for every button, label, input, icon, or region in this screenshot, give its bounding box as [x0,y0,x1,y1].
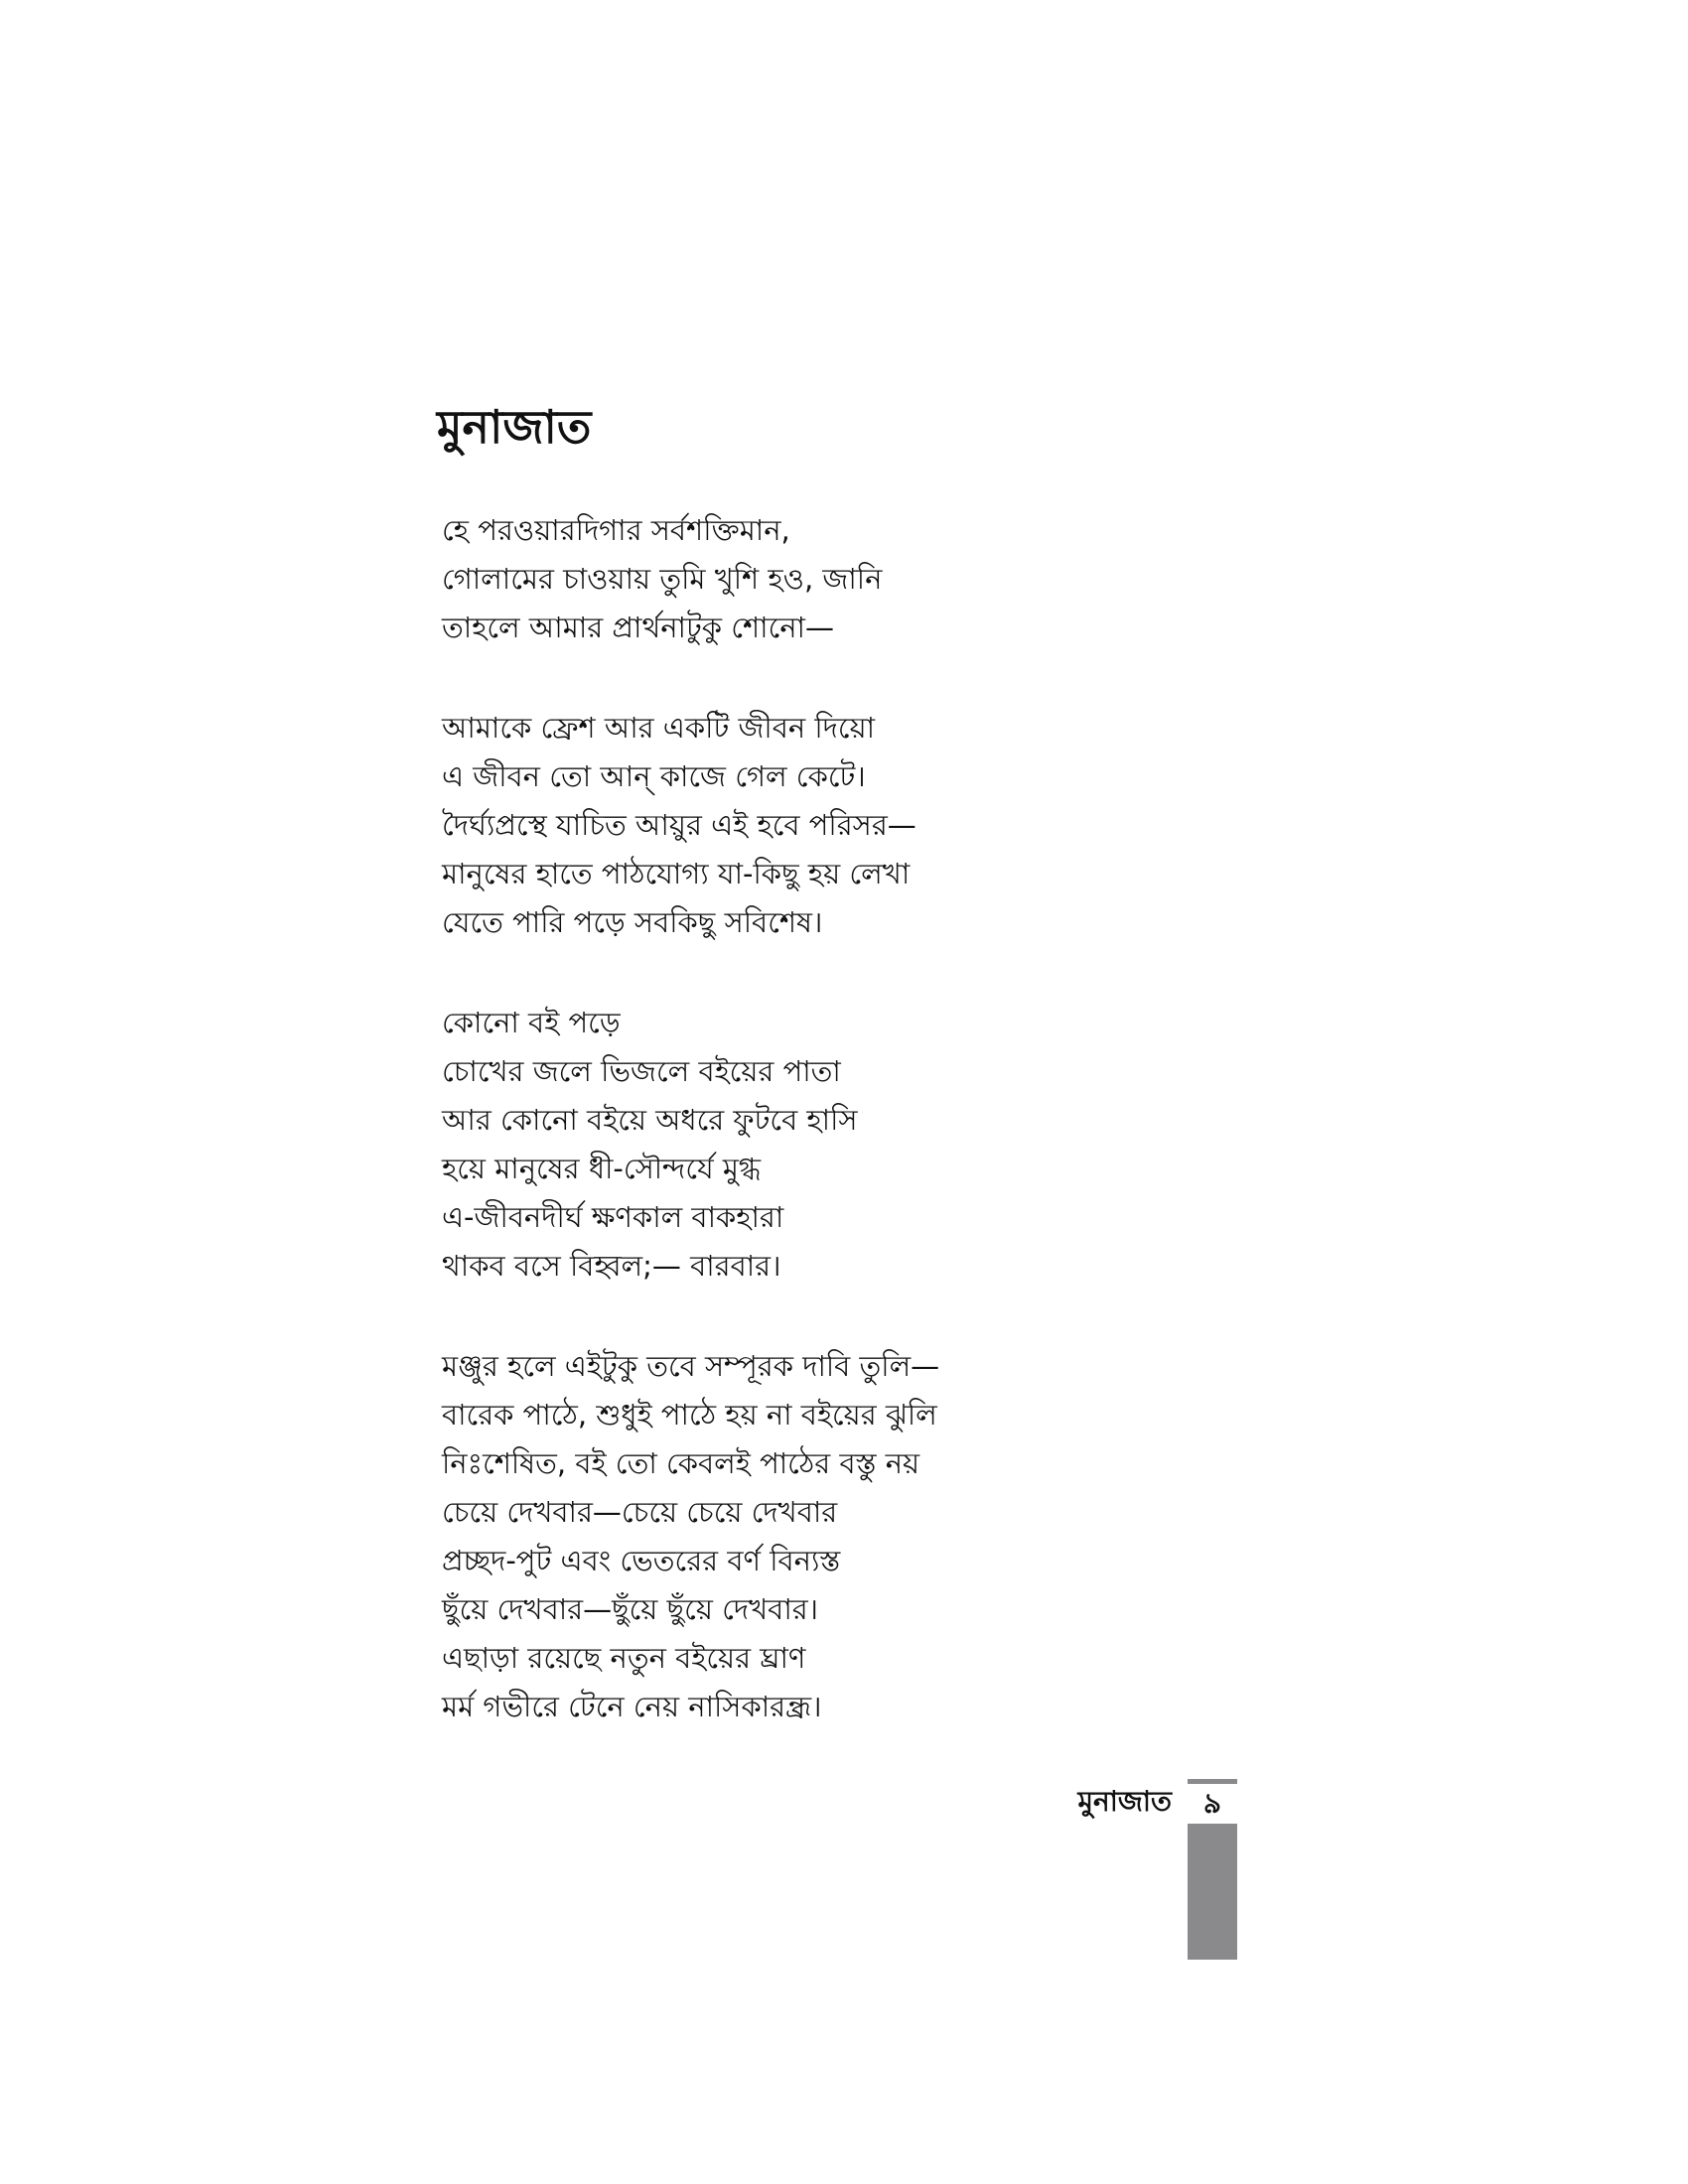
poem-line: এ জীবন তো আন্‌ কাজে গেল কেটে। [442,759,866,793]
poem-line: হয়ে মানুষের ধী-সৌন্দর্যে মুগ্ধ [442,1152,762,1185]
poem-line: এ-জীবনদীর্ঘ ক্ষণকাল বাকহারা [442,1200,784,1234]
poem-line: এছাড়া রয়েছে নতুন বইয়ের ঘ্রাণ [442,1641,806,1675]
poem-line: কোনো বই পড়ে [442,1006,621,1039]
poem-line: মানুষের হাতে পাঠযোগ্য যা-কিছু হয় লেখা [442,857,911,890]
running-footer-title: মুনাজাত [1077,1785,1172,1818]
poem-line: তাহলে আমার প্রার্থনাটুকু শোনো— [442,611,834,644]
stanza-3 [442,999,1137,1291]
stanza-1 [442,506,1137,652]
stanza-4 [442,1342,1137,1731]
poem-line: প্রচ্ছদ-পুট এবং ভেতরের বর্ণ বিন্যস্ত [442,1544,841,1577]
poem-line: বারেক পাঠে, শুধুই পাঠে হয় না বইয়ের ঝুলি [442,1398,937,1432]
poem-line: যেতে পারি পড়ে সবকিছু সবিশেষ। [442,905,823,939]
poem-line: আমাকে ফ্রেশ আর একটি জীবন দিয়ো [442,711,876,745]
poem-line: থাকব বসে বিহ্বল;— বারবার। [442,1249,781,1283]
poem-line: নিঃশেষিত, বই তো কেবলই পাঠের বস্তু নয় [442,1446,920,1480]
poem-line: দৈর্ঘ্যপ্রস্থে যাচিত আয়ুর এই হবে পরিসর— [442,808,916,842]
poem-line: আর কোনো বইয়ে অধরে ফুটবে হাসি [442,1103,858,1137]
poem-body [442,506,1137,1783]
poem-line: চেয়ে দেখবার—চেয়ে চেয়ে দেখবার [442,1495,838,1529]
poem-line: ছুঁয়ে দেখবার—ছুঁয়ে ছুঁয়ে দেখবার। [442,1592,819,1626]
thumb-index-tab [1188,1824,1237,1960]
poem-line: মর্ম গভীরে টেনে নেয় নাসিকারন্ধ্র। [442,1690,822,1723]
poem-line: গোলামের চাওয়ায় তুমি খুশি হও, জানি [442,562,883,596]
stanza-2 [442,704,1137,947]
poem-line: হে পরওয়ারদিগার সর্বশক্তিমান, [442,513,790,547]
poem-line: মঞ্জুর হলে এইটুকু তবে সম্পূরক দাবি তুলি— [442,1349,940,1383]
page-number: ৯ [1188,1779,1237,1824]
poem-title: মুনাজাত [437,400,592,454]
poem-line: চোখের জলে ভিজলে বইয়ের পাতা [442,1054,841,1088]
